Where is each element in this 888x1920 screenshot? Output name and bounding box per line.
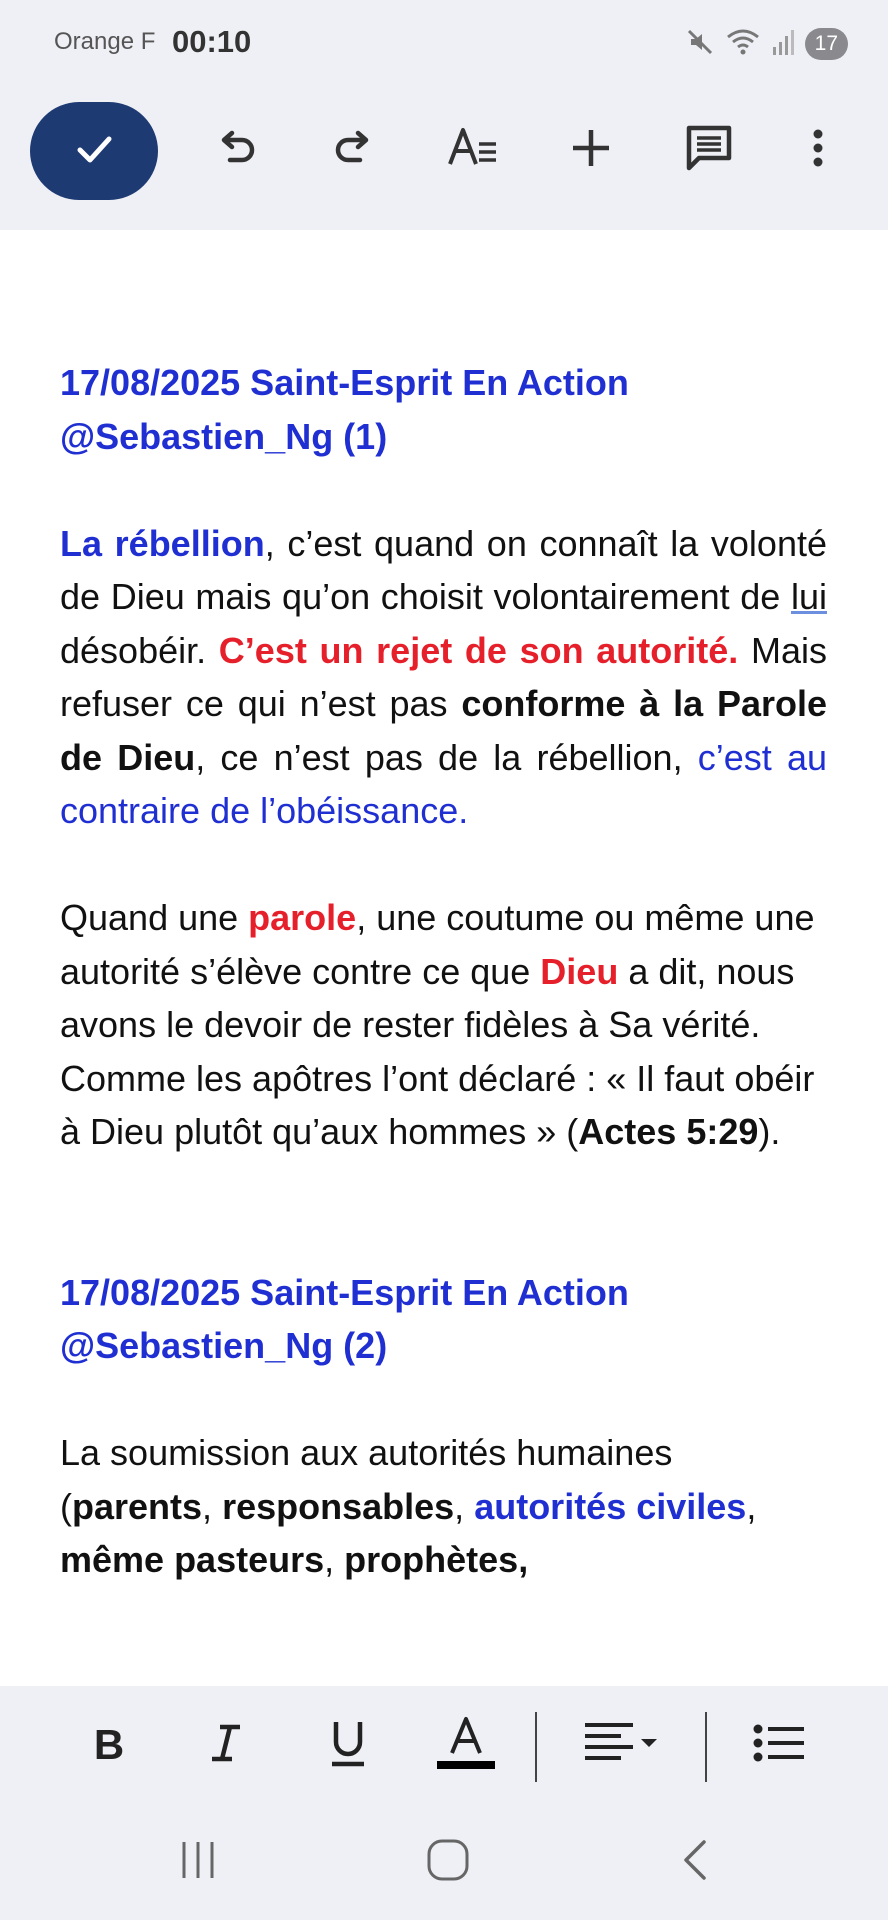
text-run: , <box>454 1485 475 1527</box>
paragraph-rebellion <box>60 517 827 838</box>
paragraph-submission <box>60 1426 827 1587</box>
spellcheck-underlined-word[interactable]: lui <box>790 576 827 617</box>
text-run: , <box>324 1539 345 1580</box>
text-color-icon <box>434 1715 498 1776</box>
bulleted-list-icon <box>752 1721 808 1770</box>
text-run: parole <box>248 897 357 938</box>
system-navigation-bar <box>0 1804 888 1920</box>
text-format-button[interactable] <box>433 110 513 190</box>
section-heading-1: 17/08/2025 Saint-Esprit En Action @Sebastien_Ng (1) <box>60 362 629 457</box>
bold-button[interactable] <box>74 1710 144 1780</box>
align-left-icon <box>581 1719 665 1772</box>
text-run: La soumission aux autorités humaines ( <box>60 1432 673 1527</box>
underline-icon <box>326 1718 370 1773</box>
text-run: Quand une <box>60 897 249 938</box>
text-run: , ce n’est pas de la rébellion, <box>195 736 698 778</box>
recents-icon <box>176 1838 220 1887</box>
italic-button[interactable] <box>191 1710 261 1780</box>
check-icon <box>71 126 117 177</box>
done-button[interactable] <box>30 102 158 200</box>
text-run: , une coutume ou même une autorité s’élève contre ce que <box>60 897 815 992</box>
text-run: c’est au contraire de l’obéissance. <box>60 736 827 831</box>
section-heading-2: 17/08/2025 Saint-Esprit En Action @Sebastien_Ng (2) <box>60 1271 629 1366</box>
document-body[interactable] <box>60 356 827 1587</box>
text-run: même pasteurs <box>60 1539 325 1580</box>
svg-text:B: B <box>93 1720 125 1765</box>
comment-button[interactable] <box>669 110 749 190</box>
redo-button[interactable] <box>314 110 394 190</box>
bulleted-list-button[interactable] <box>740 1710 820 1780</box>
text-run: , <box>518 1539 529 1580</box>
bold-icon <box>89 1721 129 1770</box>
recents-button[interactable] <box>168 1832 228 1892</box>
text-run: , <box>746 1485 757 1527</box>
more-options-button[interactable] <box>788 110 848 190</box>
editor-toolbar <box>0 88 888 230</box>
mute-icon <box>685 27 715 62</box>
text-run: désobéir. <box>60 629 219 671</box>
back-button[interactable] <box>666 1832 726 1892</box>
text-run: parents <box>72 1485 203 1527</box>
carrier-name: Orange F <box>54 28 156 55</box>
home-button[interactable] <box>418 1832 478 1892</box>
text-run: , c’est quand on connaît la volonté de Dieu mais qu’on choisit volontairement de <box>60 522 827 617</box>
text-run: La rébellion <box>60 522 265 564</box>
redo-icon <box>330 124 378 177</box>
undo-icon <box>212 124 260 177</box>
text-run: a dit, nous avons le devoir de rester fidèles à Sa vérité. Comme les apôtres l’ont déclaré : « Il faut obéir à Dieu plutôt qu’aux hommes » ( <box>60 950 815 1152</box>
back-icon <box>676 1836 716 1889</box>
underline-button[interactable] <box>313 1710 383 1780</box>
signal-icon <box>771 27 795 62</box>
home-icon <box>424 1836 472 1889</box>
alignment-button[interactable] <box>580 1710 666 1780</box>
text-run: Actes 5:29 <box>578 1111 759 1152</box>
format-bar <box>0 1686 888 1804</box>
paragraph-obedience <box>60 891 827 1159</box>
format-separator <box>535 1712 537 1782</box>
text-run: ). <box>758 1111 781 1152</box>
comment-icon <box>683 122 735 179</box>
insert-button[interactable] <box>551 110 631 190</box>
more-vert-icon <box>808 124 828 177</box>
text-format-icon <box>446 124 500 177</box>
undo-button[interactable] <box>196 110 276 190</box>
text-color-button[interactable] <box>430 1710 502 1780</box>
status-icons <box>685 26 848 62</box>
status-time: 00:10 <box>172 24 252 59</box>
text-run: , <box>202 1485 223 1527</box>
italic-icon <box>206 1721 246 1770</box>
text-run: prophètes <box>344 1539 519 1580</box>
text-run: C’est un rejet de son autorité. <box>218 629 739 671</box>
plus-icon <box>567 124 615 177</box>
text-run: autorités civiles <box>474 1485 747 1527</box>
wifi-icon <box>725 27 761 62</box>
text-run: responsables <box>222 1485 455 1527</box>
text-run: conforme à la Parole de Dieu <box>60 683 827 778</box>
status-bar <box>0 0 888 88</box>
battery-indicator: 17 <box>805 28 848 60</box>
text-run: Dieu <box>540 950 619 992</box>
format-separator <box>705 1712 707 1782</box>
text-run: Mais refuser ce qui n’est pas <box>60 629 827 724</box>
